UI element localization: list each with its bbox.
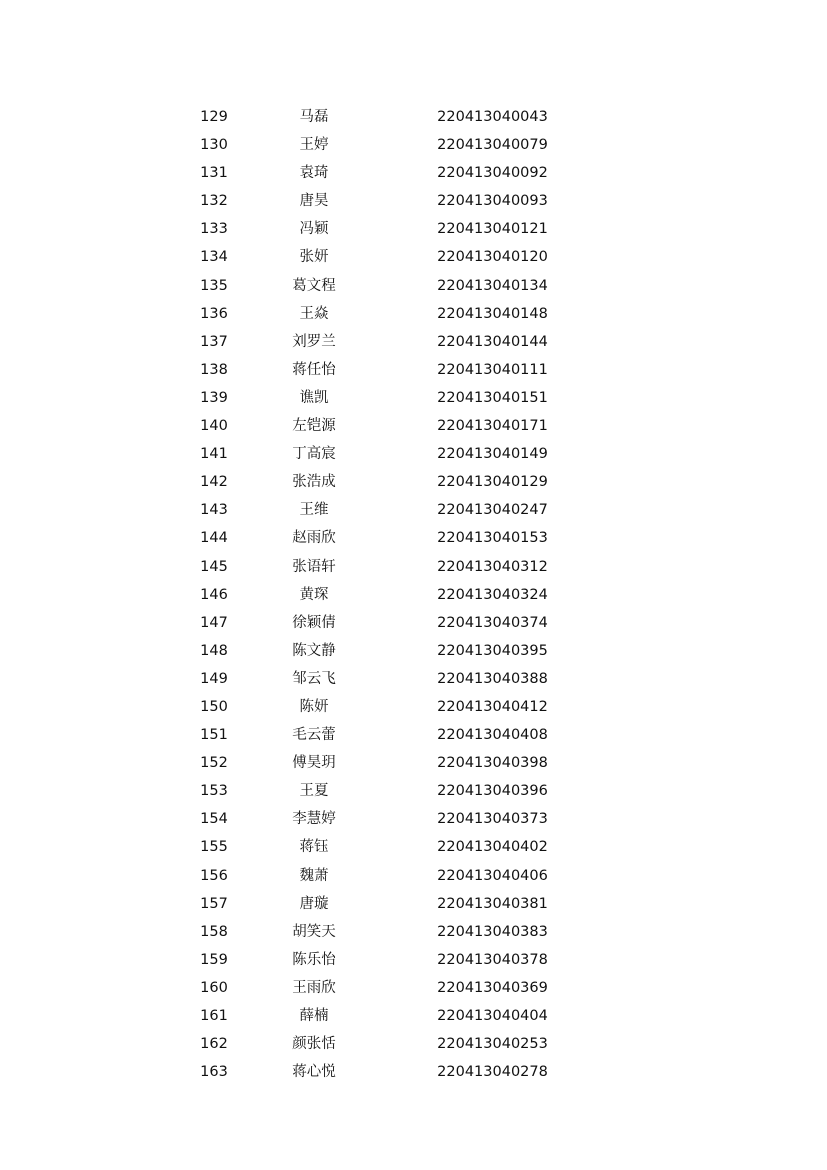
student-name: 谯凯 (299, 389, 329, 406)
student-id: 220413040312 (437, 558, 548, 575)
row-number: 152 (200, 755, 228, 772)
row-number: 129 (200, 109, 228, 125)
table-row (170, 805, 590, 833)
row-number: 147 (200, 614, 228, 631)
row-number: 139 (200, 389, 228, 406)
student-id: 220413040043 (437, 109, 548, 125)
table-row (170, 721, 590, 749)
student-name: 魏萧 (299, 867, 329, 884)
table-row (170, 946, 590, 974)
row-number: 137 (200, 333, 228, 350)
row-number: 157 (200, 895, 228, 912)
table-row (170, 1030, 590, 1058)
row-number: 143 (200, 502, 228, 519)
student-name: 王婷 (299, 137, 329, 154)
row-number: 134 (200, 249, 228, 266)
student-id: 220413040092 (437, 165, 548, 182)
table-row (170, 1058, 590, 1086)
student-id: 220413040171 (437, 418, 548, 435)
student-name: 蒋钰 (299, 839, 329, 856)
student-name: 蒋心悦 (292, 1064, 336, 1081)
row-number: 145 (200, 558, 228, 575)
table-row (170, 777, 590, 805)
student-name: 傅昊玥 (292, 755, 336, 772)
student-id: 220413040406 (437, 867, 548, 884)
student-name: 蒋任怡 (292, 361, 336, 378)
student-id: 220413040111 (437, 361, 548, 378)
table-row (170, 272, 590, 300)
table-row (170, 637, 590, 665)
row-number: 158 (200, 923, 228, 940)
row-number: 140 (200, 418, 228, 435)
table-row (170, 693, 590, 721)
student-id: 220413040120 (437, 249, 548, 266)
table-row (170, 1002, 590, 1030)
student-name: 黄琛 (299, 586, 329, 603)
row-number: 130 (200, 137, 228, 154)
student-name: 毛云蕾 (292, 727, 336, 744)
table-row (170, 524, 590, 552)
student-name: 冯颖 (299, 221, 329, 238)
table-row (170, 215, 590, 243)
student-id: 220413040079 (437, 137, 548, 154)
row-number: 142 (200, 474, 228, 491)
student-id: 220413040151 (437, 389, 548, 406)
table-row (170, 833, 590, 861)
student-name: 刘罗兰 (292, 333, 336, 350)
student-id: 220413040374 (437, 614, 548, 631)
table-row (170, 243, 590, 271)
student-name: 颜张恬 (292, 1036, 336, 1053)
row-number: 136 (200, 305, 228, 322)
table-row (170, 974, 590, 1002)
student-list-table (170, 103, 590, 1086)
table-row (170, 187, 590, 215)
student-name: 袁琦 (299, 165, 329, 182)
row-number: 148 (200, 642, 228, 659)
student-id: 220413040278 (437, 1064, 548, 1081)
row-number: 144 (200, 530, 228, 547)
student-name: 王维 (299, 502, 329, 519)
student-id: 220413040412 (437, 698, 548, 715)
row-number: 149 (200, 670, 228, 687)
row-number: 132 (200, 193, 228, 210)
student-id: 220413040149 (437, 446, 548, 463)
student-name: 葛文程 (292, 277, 336, 294)
table-row (170, 862, 590, 890)
student-id: 220413040398 (437, 755, 548, 772)
student-name: 薛楠 (299, 1008, 329, 1024)
table-row (170, 609, 590, 637)
row-number: 131 (200, 165, 228, 182)
row-number: 135 (200, 277, 228, 294)
student-name: 胡笑天 (292, 923, 336, 940)
table-row (170, 356, 590, 384)
student-name: 陈乐怡 (292, 951, 336, 968)
table-row (170, 300, 590, 328)
student-id: 220413040396 (437, 783, 548, 800)
student-name: 丁高宸 (292, 446, 336, 463)
student-name: 陈文静 (292, 642, 336, 659)
student-id: 220413040247 (437, 502, 548, 519)
table-row (170, 159, 590, 187)
student-name: 王焱 (299, 305, 329, 322)
table-row (170, 468, 590, 496)
student-name: 张语轩 (292, 558, 336, 575)
student-id: 220413040253 (437, 1036, 548, 1053)
student-id: 220413040378 (437, 951, 548, 968)
student-name: 邹云飞 (292, 670, 336, 687)
student-id: 220413040402 (437, 839, 548, 856)
student-id: 220413040148 (437, 305, 548, 322)
student-id: 220413040383 (437, 923, 548, 940)
row-number: 146 (200, 586, 228, 603)
student-name: 左铠源 (292, 418, 336, 435)
row-number: 154 (200, 811, 228, 828)
table-row (170, 440, 590, 468)
student-id: 220413040395 (437, 642, 548, 659)
row-number: 151 (200, 727, 228, 744)
row-number: 163 (200, 1064, 228, 1081)
student-name: 王雨欣 (292, 979, 336, 996)
student-id: 220413040408 (437, 727, 548, 744)
student-id: 220413040093 (437, 193, 548, 210)
row-number: 160 (200, 979, 228, 996)
student-id: 220413040381 (437, 895, 548, 912)
student-name: 陈妍 (299, 698, 329, 715)
table-row (170, 328, 590, 356)
row-number: 153 (200, 783, 228, 800)
row-number: 150 (200, 698, 228, 715)
table-row (170, 131, 590, 159)
table-row (170, 581, 590, 609)
table-row (170, 103, 590, 131)
student-name: 李慧婷 (292, 811, 336, 828)
row-number: 162 (200, 1036, 228, 1053)
row-number: 133 (200, 221, 228, 238)
student-id: 220413040373 (437, 811, 548, 828)
table-row (170, 665, 590, 693)
student-id: 220413040388 (437, 670, 548, 687)
student-id: 220413040129 (437, 474, 548, 491)
student-id: 220413040134 (437, 277, 548, 294)
row-number: 159 (200, 951, 228, 968)
student-name: 张浩成 (292, 474, 336, 491)
table-row (170, 412, 590, 440)
student-id: 220413040404 (437, 1008, 548, 1024)
table-row (170, 890, 590, 918)
student-name: 马磊 (299, 109, 329, 125)
student-id: 220413040121 (437, 221, 548, 238)
student-id: 220413040153 (437, 530, 548, 547)
student-name: 唐璇 (299, 895, 329, 912)
row-number: 141 (200, 446, 228, 463)
row-number: 156 (200, 867, 228, 884)
row-number: 155 (200, 839, 228, 856)
table-row (170, 496, 590, 524)
student-name: 赵雨欣 (292, 530, 336, 547)
student-id: 220413040369 (437, 979, 548, 996)
table-row (170, 384, 590, 412)
row-number: 161 (200, 1008, 228, 1024)
student-name: 徐颖倩 (292, 614, 336, 631)
table-row (170, 553, 590, 581)
student-id: 220413040144 (437, 333, 548, 350)
student-name: 张妍 (299, 249, 329, 266)
table-row (170, 749, 590, 777)
student-id: 220413040324 (437, 586, 548, 603)
student-name: 王夏 (299, 783, 329, 800)
row-number: 138 (200, 361, 228, 378)
table-row (170, 918, 590, 946)
student-name: 唐昊 (299, 193, 329, 210)
